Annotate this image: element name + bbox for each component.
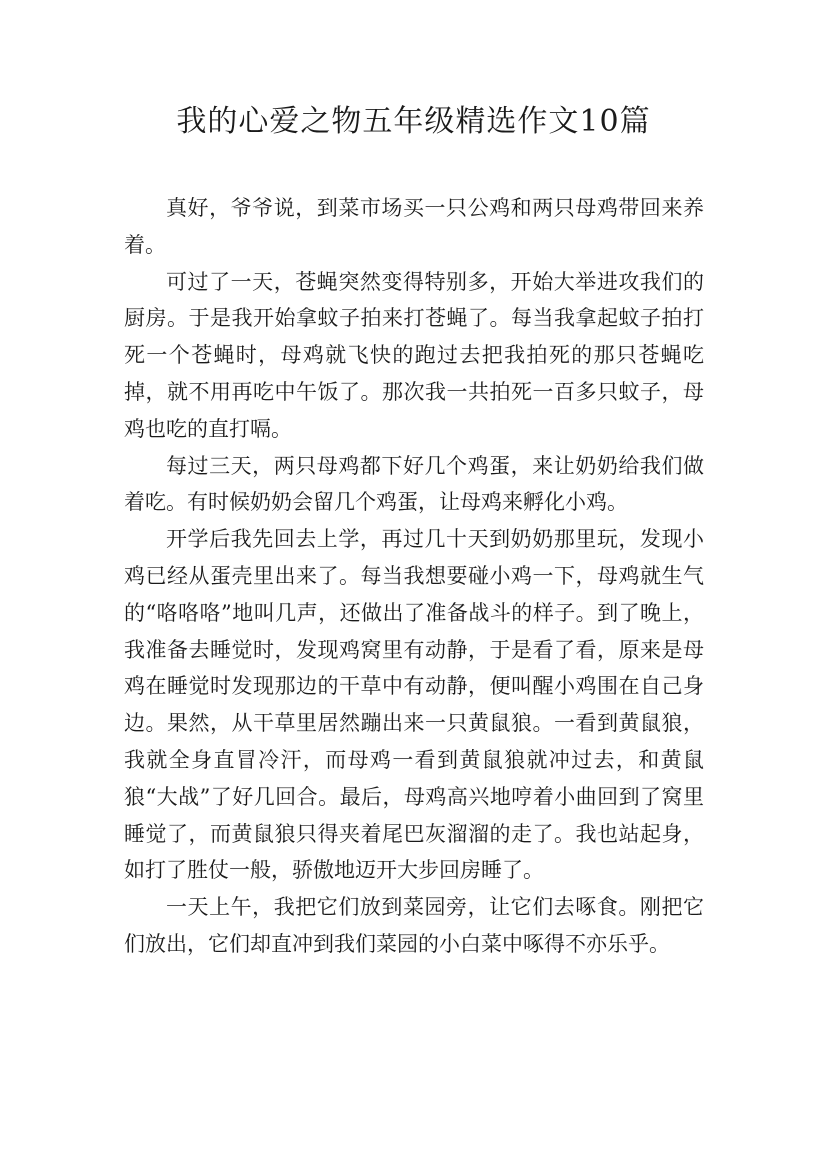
paragraph: 一天上午，我把它们放到菜园旁，让它们去啄食。刚把它们放出，它们却直冲到我们菜园的小白菜中啄得不亦乐乎。: [124, 895, 704, 956]
document-body: [124, 190, 704, 963]
paragraph: 开学后我先回去上学，再过几十天到奶奶那里玩，发现小鸡已经从蛋壳里出来了。每当我想要碰小鸡一下，母鸡就生气的“咯咯咯”地叫几声，还做出了准备战斗的样子。到了晚上，我准备去睡觉时，发现鸡窝里有动静，于是看了看，原来是母鸡在睡觉时发现那边的干草中有动静，便叫醒小鸡围在自己身边。果然，从干草里居然蹦出来一只黄鼠狼。一看到黄鼠狼，我就全身直冒冷汗，而母鸡一看到黄鼠狼就冲过去，和黄鼠狼“大战”了好几回合。最后，母鸡高兴地哼着小曲回到了窝里睡觉了，而黄鼠狼只得夹着尾巴灰溜溜的走了。我也站起身，如打了胜仗一般，骄傲地迈开大步回房睡了。: [124, 527, 704, 883]
paragraph: 真好，爷爷说，到菜市场买一只公鸡和两只母鸡带回来养着。: [124, 196, 704, 257]
paragraph: 每过三天，两只母鸡都下好几个鸡蛋，来让奶奶给我们做着吃。有时候奶奶会留几个鸡蛋，让母鸡来孵化小鸡。: [124, 453, 704, 515]
document-title: 我的心爱之物五年级精选作文10篇: [176, 104, 651, 139]
paragraph: 可过了一天，苍蝇突然变得特别多，开始大举进攻我们的厨房。于是我开始拿蚊子拍来打苍蝇了。每当我拿起蚊子拍打死一个苍蝇时，母鸡就飞快的跑过去把我拍死的那只苍蝇吃掉，就不用再吃中午饭了。那次我一共拍死一百多只蚊子，母鸡也吃的直打嗝。: [124, 269, 704, 441]
